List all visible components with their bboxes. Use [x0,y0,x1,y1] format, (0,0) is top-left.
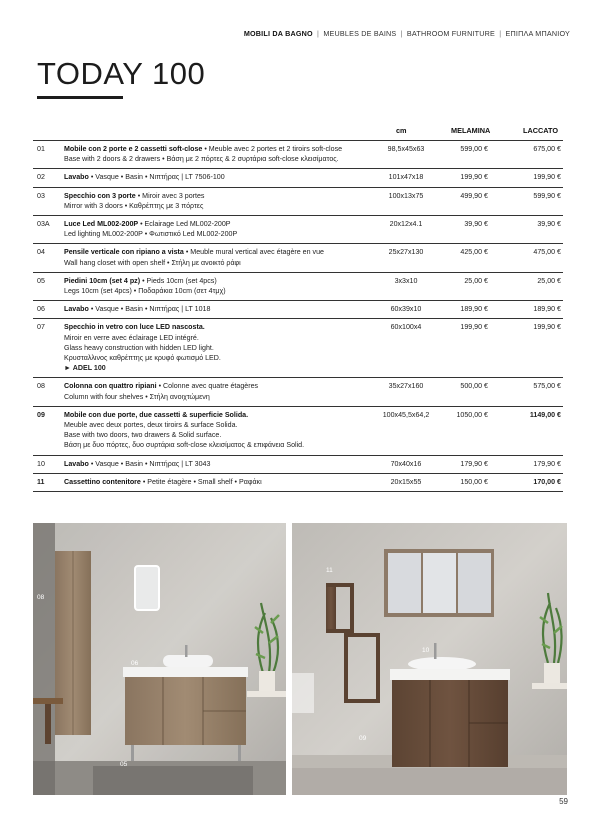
item-dimensions: 100x13x75 [388,191,424,200]
description-line [64,459,369,469]
price-laccato: 179,90 € [533,459,561,468]
item-name: Cassettino contenitore [64,477,141,486]
basin-10 [408,657,476,671]
item-name: Colonna con quattro ripiani [64,382,157,391]
header-categories [244,29,570,38]
item-description [64,322,369,373]
description-line: Led lighting ML002-200P • Φωτιστικό Led ML002-200P [64,230,238,239]
item-number: 03A [37,220,50,229]
description-line [64,247,369,257]
header-category-en: BATHROOM FURNITURE [406,29,496,38]
item-description [64,381,369,401]
callout-06: 06 [131,660,139,667]
description-line: Meuble avec deux portes, deux tiroirs & surface Solida. [64,421,238,430]
item-number: 09 [37,410,45,419]
item-description [64,276,369,296]
title-underline [37,96,123,99]
table-row [33,300,563,318]
item-name: Specchio con 3 porte [64,191,136,200]
description-line [64,276,369,286]
item-description [64,459,369,469]
price-melamina: 425,00 € [460,248,488,257]
item-translations: • Eclairage Led ML002-200P [138,220,231,229]
description-line [64,191,369,201]
price-laccato: 170,00 € [533,477,561,486]
price-melamina: 599,00 € [460,145,488,153]
item-description [64,247,369,267]
price-laccato: 199,90 € [533,323,561,332]
table-row [33,140,563,168]
price-melamina: 189,90 € [460,305,488,314]
price-laccato: 1149,00 € [529,410,561,419]
description-line [64,304,369,314]
description-line [64,144,369,154]
table-header [33,126,563,140]
price-melamina: 25,00 € [464,276,488,285]
price-melamina: 1050,00 € [456,410,488,419]
table-body [33,140,563,492]
column-header-dims: cm [396,126,407,135]
item-number: 03 [37,191,45,200]
item-translations: • Miroir avec 3 portes [135,191,205,200]
table-row [33,272,563,300]
bathroom-scene-right [292,523,567,795]
shelf-11 [344,633,380,637]
item-number: 08 [37,382,45,391]
description-line: Glass heavy construction with hidden LED light. [64,343,214,352]
header-separator: | [400,29,403,38]
bathroom-scene-left [33,523,286,795]
price-laccato: 475,00 € [533,248,561,257]
item-number: 11 [37,477,45,486]
callout-05: 05 [120,761,128,768]
item-name: Lavabo [64,459,89,468]
description-line: Base with two doors, two drawers & Solid surface. [64,431,222,440]
item-translations: • Vasque • Basin • Νιπτήρας | LT 3043 [88,459,211,468]
description-line [64,381,369,391]
item-number: 07 [37,323,45,332]
item-description [64,477,369,487]
table-row [33,168,563,186]
price-melamina: 199,90 € [460,323,488,332]
price-laccato: 675,00 € [533,145,561,153]
price-laccato: 189,90 € [533,305,561,314]
price-laccato: 199,90 € [533,173,561,182]
item-translations: • Petite étagère • Small shelf • Ραφάκι [140,477,262,486]
product-photo-left [33,523,286,795]
item-name: Lavabo [64,305,89,314]
price-melamina: 499,90 € [460,191,488,200]
description-line [64,477,369,487]
description-line: Βάση με δυο πόρτες, δυο συρτάρια soft-close κλεισίματος & επιφάνεια Solid. [64,441,305,450]
table-row [33,406,563,455]
item-dimensions: 20x15x55 [390,477,422,486]
table-row [33,215,563,243]
description-line: Wall hang closet with open shelf • Στήλη με ανοικτό ράφι [64,258,241,267]
product-photo-right [292,523,567,795]
item-dimensions: 100x45,5x64,2 [382,410,430,419]
price-table [33,126,563,492]
price-laccato: 39,90 € [537,220,561,229]
header-category-gr: ΕΠΙΠΛΑ ΜΠΑΝΙΟΥ [505,29,570,38]
item-name: Specchio in vetro con luce LED nascosta. [64,323,205,332]
table-row [33,377,563,405]
basin-06 [163,655,213,667]
item-translations: • Vasque • Basin • Νιπτήρας | LT 1018 [88,305,211,314]
legs-05 [131,745,134,761]
description-line: Mirror with 3 doors • Καθρέπτης με 3 πόρτες [64,201,204,210]
item-dimensions: 70x40x16 [390,459,422,468]
item-translations: • Meuble avec 2 portes et 2 tiroirs soft-close [202,145,343,153]
item-dimensions: 60x39x10 [390,305,422,314]
price-laccato: 599,90 € [533,191,561,200]
description-line [64,322,369,332]
item-dimensions: 35x27x160 [388,382,424,391]
item-translations: • Meuble mural vertical avec étagère en vue [183,248,324,257]
item-name: Mobile con 2 porte e 2 cassetti soft-close [64,145,203,153]
description-line: Base with 2 doors & 2 drawers • Βάση με 2 πόρτες & 2 συρτάρια soft-close κλεισίματος. [64,155,339,164]
item-dimensions: 98,5x45x63 [387,145,425,153]
column-header-laccato: LACCATO [523,126,558,135]
item-number: 01 [37,145,45,153]
table-row [33,455,563,473]
header-separator: | [499,29,502,38]
table-row [33,243,563,271]
vanity-unit-09 [392,680,508,767]
description-line [64,219,369,229]
callout-09: 09 [359,735,367,742]
page-title: TODAY 100 [37,56,206,91]
table-row [33,187,563,215]
item-number: 10 [37,459,45,468]
callout-08: 08 [37,594,45,601]
callout-10: 10 [422,647,430,654]
item-description [64,410,369,451]
item-description [64,304,369,314]
page-number: 59 [559,797,568,806]
item-name: Luce Led ML002-200P [64,220,139,229]
item-dimensions: 20x12x4.1 [389,220,423,229]
description-line [64,172,369,182]
column-header-melamina: MELAMINA [451,126,491,135]
price-melamina: 39,90 € [464,220,488,229]
item-description [64,172,369,182]
header-separator: | [317,29,320,38]
price-melamina: 199,90 € [460,173,488,182]
item-number: 05 [37,276,45,285]
description-line: Legs 10cm (set 4pcs) • Ποδαράκια 10cm (σετ 4τμχ) [64,287,226,296]
item-number: 04 [37,248,45,257]
price-laccato: 25,00 € [537,276,561,285]
item-dimensions: 60x100x4 [390,323,422,332]
item-dimensions: 25x27x130 [388,248,424,257]
item-dimensions: 3x3x10 [394,276,418,285]
item-translations: • Pieds 10cm (set 4pcs) [140,276,217,285]
item-description [64,144,369,164]
item-name: Mobile con due porte, due cassetti & superficie Solida. [64,410,249,419]
item-name: Pensile verticale con ripiano a vista [64,248,184,257]
item-name: Piedini 10cm (set 4 pz) [64,276,141,285]
item-translations: • Colonne avec quatre étagères [156,382,259,391]
price-melamina: 179,90 € [460,459,488,468]
item-dimensions: 101x47x18 [388,173,424,182]
description-line: Κρυσταλλινος καθρέπτης με κρυφό φωτισμό LED. [64,354,221,363]
price-laccato: 575,00 € [533,382,561,391]
description-line: Miroir en verre avec éclairage LED intégré. [64,333,199,342]
table-row [33,473,563,492]
description-line: Column with four shelves • Στήλη ανοιχτώμενη [64,392,210,401]
description-line [64,410,369,420]
header-category-fr: MEUBLES DE BAINS [323,29,397,38]
item-description [64,191,369,211]
price-melamina: 150,00 € [460,477,488,486]
item-translations: • Vasque • Basin • Νιπτήρας | LT 7506-100 [88,173,225,182]
table-row [33,318,563,377]
price-melamina: 500,00 € [460,382,488,391]
item-description [64,219,369,239]
item-name: Lavabo [64,173,89,182]
item-number: 06 [37,305,45,314]
item-number: 02 [37,173,45,182]
callout-11: 11 [326,567,333,574]
product-reference: ► ADEL 100 [64,364,106,373]
header-category-it: MOBILI DA BAGNO [243,29,313,38]
